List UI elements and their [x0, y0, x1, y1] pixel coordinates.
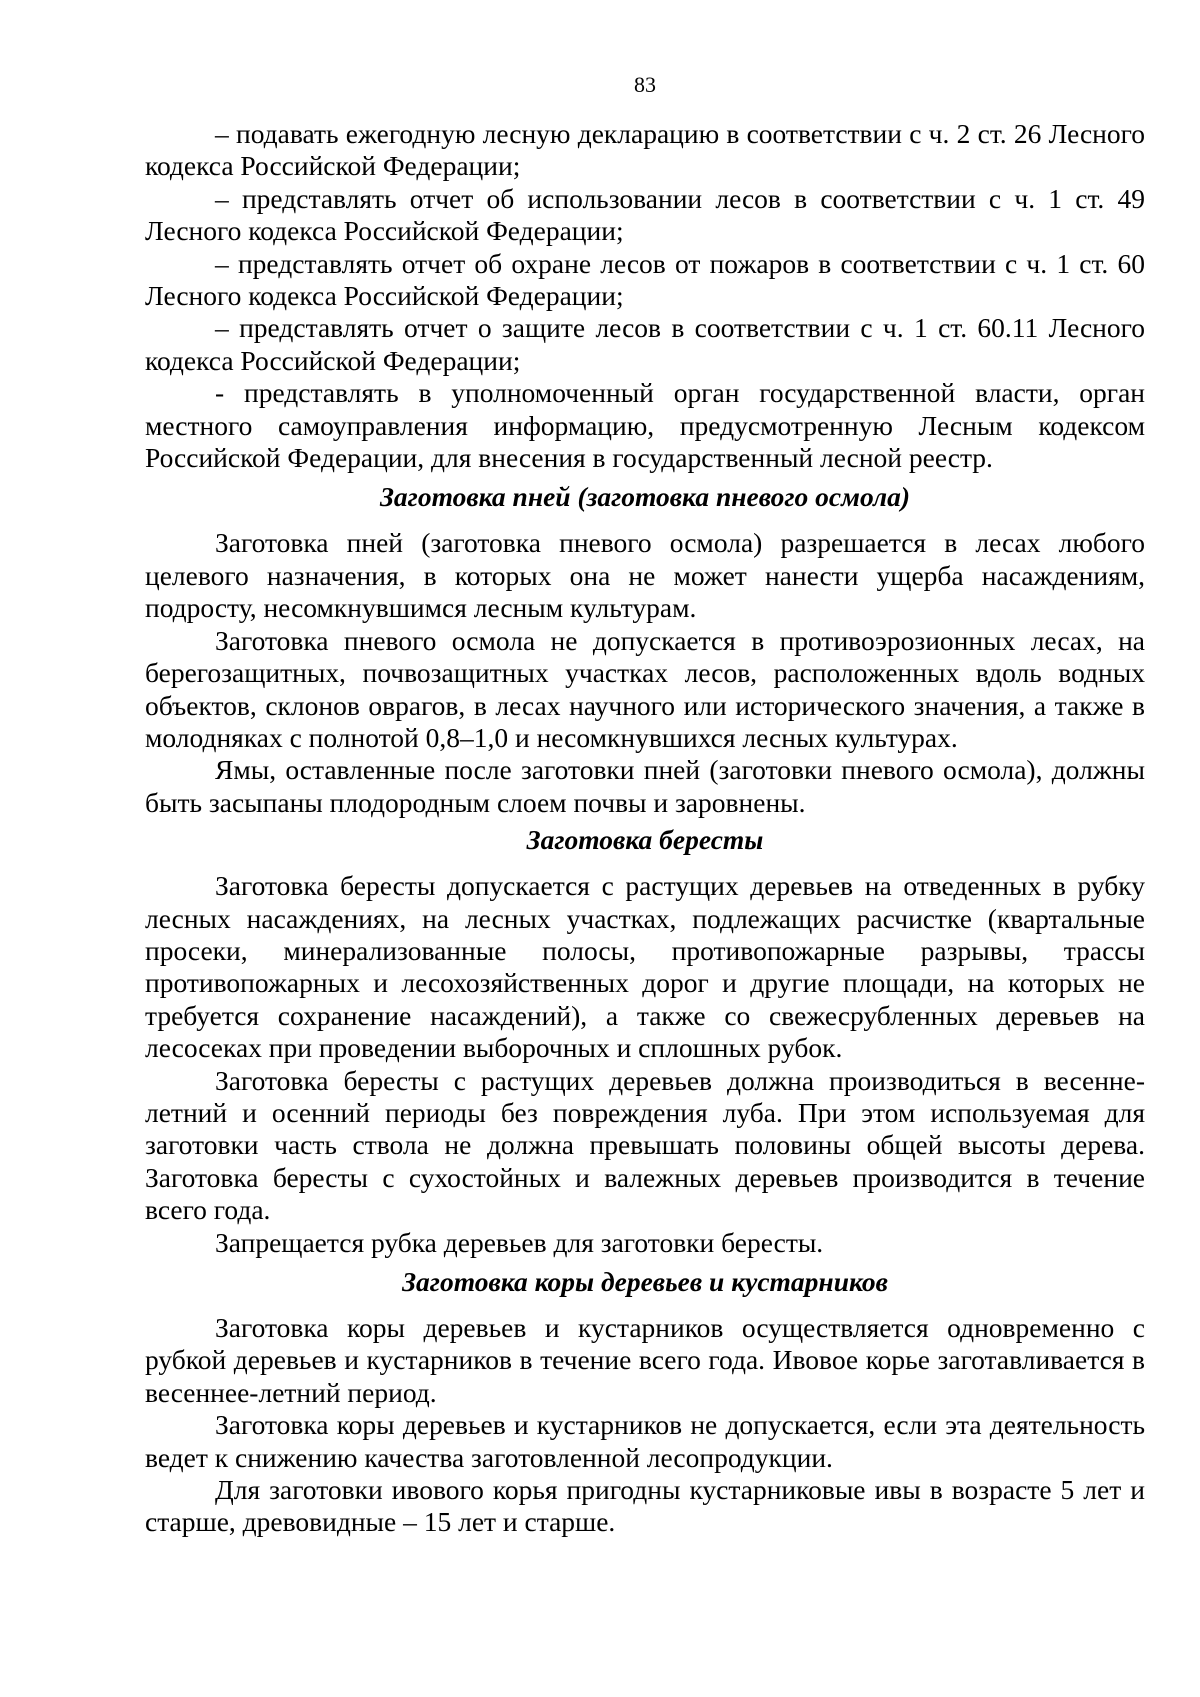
- list-item: - представлять в уполномоченный орган государственной власти, орган местного самоуправления информацию, предусмотренную Лесным кодексом Российской Федерации, для внесения в государственный лесной реестр.: [145, 377, 1145, 474]
- list-item: – представлять отчет о защите лесов в соответствии с ч. 1 ст. 60.11 Лесного кодекса Российской Федерации;: [145, 312, 1145, 376]
- list-item: – представлять отчет об использовании лесов в соответствии с ч. 1 ст. 49 Лесного кодекса Российской Федерации;: [145, 182, 1145, 247]
- section-tree-bark: [145, 1259, 1145, 1539]
- paragraph: Для заготовки ивового корья пригодны кустарниковые ивы в возрасте 5 лет и старше, древовидные – 15 лет и старше.: [145, 1474, 1145, 1538]
- section-stumps: [145, 474, 1145, 819]
- section-birch-bark: [145, 819, 1145, 1259]
- paragraph: Запрещается рубка деревьев для заготовки бересты.: [215, 1226, 824, 1258]
- section-heading: Заготовка коры деревьев и кустарников: [402, 1266, 888, 1297]
- intro-list: [145, 118, 1145, 474]
- document-body: [145, 118, 1145, 1539]
- section-heading: Заготовка бересты: [526, 824, 764, 856]
- paragraph: Заготовка коры деревьев и кустарников не допускается, если эта деятельность ведет к снижению качества заготовленной лесопродукции.: [145, 1409, 1145, 1473]
- list-item: – представлять отчет об охране лесов от пожаров в соответствии с ч. 1 ст. 60 Лесного кодекса Российской Федерации;: [145, 247, 1145, 312]
- paragraph: Заготовка бересты допускается с растущих деревьев на отведенных в рубку лесных насаждениях, на лесных участках, подлежащих расчистке (квартальные просеки, минерализованные полосы, противопожарные разрывы, трассы противопожарных и лесохозяйственных дорог и другие площади, на которых не требуется сохранение насаждений), а также со свежесрубленных деревьев на лесосеках при проведении выборочных и сплошных рубок.: [145, 870, 1145, 1064]
- paragraph: Заготовка пней (заготовка пневого осмола) разрешается в лесах любого целевого назначения, в которых она не может нанести ущерба насаждениям, подросту, несомкнувшимся лесным культурам.: [145, 527, 1145, 624]
- paragraph: Заготовка бересты с растущих деревьев должна производиться в весенне-летний и осенний периоды без повреждения луба. При этом используемая для заготовки часть ствола не должна превышать половины общей высоты дерева. Заготовка бересты с сухостойных и валежных деревьев производится в течение всего года.: [145, 1064, 1145, 1226]
- paragraph: Заготовка коры деревьев и кустарников осуществляется одновременно с рубкой деревьев и кустарников в течение всего года. Ивовое корье заготавливается в весеннее-летний период.: [145, 1312, 1145, 1408]
- paragraph: Ямы, оставленные после заготовки пней (заготовки пневого осмола), должны быть засыпаны плодородным слоем почвы и заровнены.: [145, 754, 1145, 818]
- section-heading: Заготовка пней (заготовка пневого осмола): [379, 481, 911, 513]
- list-item: – подавать ежегодную лесную декларацию в соответствии с ч. 2 ст. 26 Лесного кодекса Российской Федерации;: [145, 118, 1145, 182]
- page-number: 83: [634, 72, 656, 97]
- paragraph: Заготовка пневого осмола не допускается в противоэрозионных лесах, на берегозащитных, почвозащитных участках лесов, расположенных вдоль водных объектов, склонов оврагов, в лесах научного или исторического значения, а также в молодняках с полнотой 0,8–1,0 и несомкнувшихся лесных культурах.: [145, 624, 1145, 753]
